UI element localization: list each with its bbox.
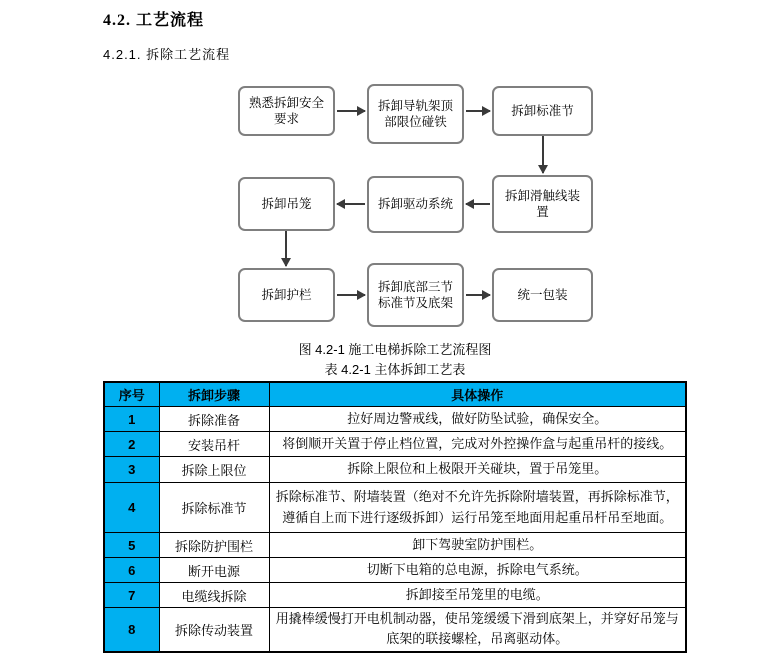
figure-caption: 图 4.2-1 施工电梯拆除工艺流程图 (298, 342, 492, 357)
table-caption: 表 4.2-1 主体拆卸工艺表 (324, 362, 466, 377)
row-no: 3 (104, 457, 159, 483)
col-header-no: 序号 (104, 382, 159, 407)
subsection-heading: 4.2.1. 拆除工艺流程 (103, 47, 231, 62)
flow-node-remove-bottom-sections: 拆卸底部三节标准节及底架 (367, 263, 464, 327)
table-row (104, 583, 686, 608)
flow-node-safety-requirements: 熟悉拆卸安全要求 (238, 86, 335, 136)
row-operation: 拆卸接至吊笼里的电缆。 (269, 583, 686, 608)
flow-node-remove-drive-system: 拆卸驱动系统 (367, 176, 464, 233)
flow-node-remove-standard-sections: 拆卸标准节 (492, 86, 593, 136)
row-step: 拆除上限位 (159, 457, 269, 483)
arrow-left-icon (337, 203, 365, 205)
row-step: 安装吊杆 (159, 432, 269, 457)
row-step: 拆除标准节 (159, 483, 269, 533)
arrow-left-icon (466, 203, 490, 205)
col-header-operation: 具体操作 (269, 382, 686, 407)
arrow-right-icon (466, 294, 490, 296)
table-row (104, 533, 686, 558)
row-step: 断开电源 (159, 558, 269, 583)
flow-node-remove-guardrail: 拆卸护栏 (238, 268, 335, 322)
row-operation: 拆除上限位和上极限开关碰块，置于吊笼里。 (269, 457, 686, 483)
table-row (104, 558, 686, 583)
row-step: 拆除传动装置 (159, 608, 269, 652)
flow-node-remove-cage: 拆卸吊笼 (238, 177, 335, 231)
table-header-row (104, 382, 686, 407)
table-row (104, 407, 686, 432)
arrow-right-icon (337, 110, 365, 112)
row-no: 5 (104, 533, 159, 558)
flow-node-remove-guide-rail-limit: 拆卸导轨架顶部限位碰铁 (367, 84, 464, 144)
row-no: 8 (104, 608, 159, 652)
flow-node-remove-trolley-line: 拆卸滑触线装置 (492, 175, 593, 233)
table-row (104, 457, 686, 483)
row-no: 2 (104, 432, 159, 457)
row-step: 电缆线拆除 (159, 583, 269, 608)
row-operation: 切断下电箱的总电源，拆除电气系统。 (269, 558, 686, 583)
col-header-step: 拆卸步骤 (159, 382, 269, 407)
row-operation: 卸下驾驶室防护围栏。 (269, 533, 686, 558)
arrow-down-icon (285, 231, 287, 266)
dismantle-process-table (103, 381, 687, 653)
arrow-right-icon (466, 110, 490, 112)
table-row (104, 608, 686, 652)
row-no: 7 (104, 583, 159, 608)
table-row (104, 483, 686, 533)
row-step: 拆除防护围栏 (159, 533, 269, 558)
section-heading: 4.2. 工艺流程 (103, 12, 205, 29)
flow-node-unified-packing: 统一包装 (492, 268, 593, 322)
row-no: 4 (104, 483, 159, 533)
row-operation: 拆除标准节、附墙装置（绝对不允许先拆除附墙装置，再拆除标准节，遵循自上而下进行逐级拆卸）运行吊笼至地面用起重吊杆吊至地面。 (269, 483, 686, 533)
row-operation: 用撬棒缓慢打开电机制动器，使吊笼缓缓下滑到底架上，并穿好吊笼与底架的联接螺栓，吊离驱动体。 (269, 608, 686, 652)
table-row (104, 432, 686, 457)
row-operation: 拉好周边警戒线，做好防坠试验，确保安全。 (269, 407, 686, 432)
row-no: 1 (104, 407, 159, 432)
arrow-right-icon (337, 294, 365, 296)
row-no: 6 (104, 558, 159, 583)
row-step: 拆除准备 (159, 407, 269, 432)
arrow-down-icon (542, 136, 544, 173)
row-operation: 将倒顺开关置于停止档位置，完成对外控操作盒与起重吊杆的接线。 (269, 432, 686, 457)
